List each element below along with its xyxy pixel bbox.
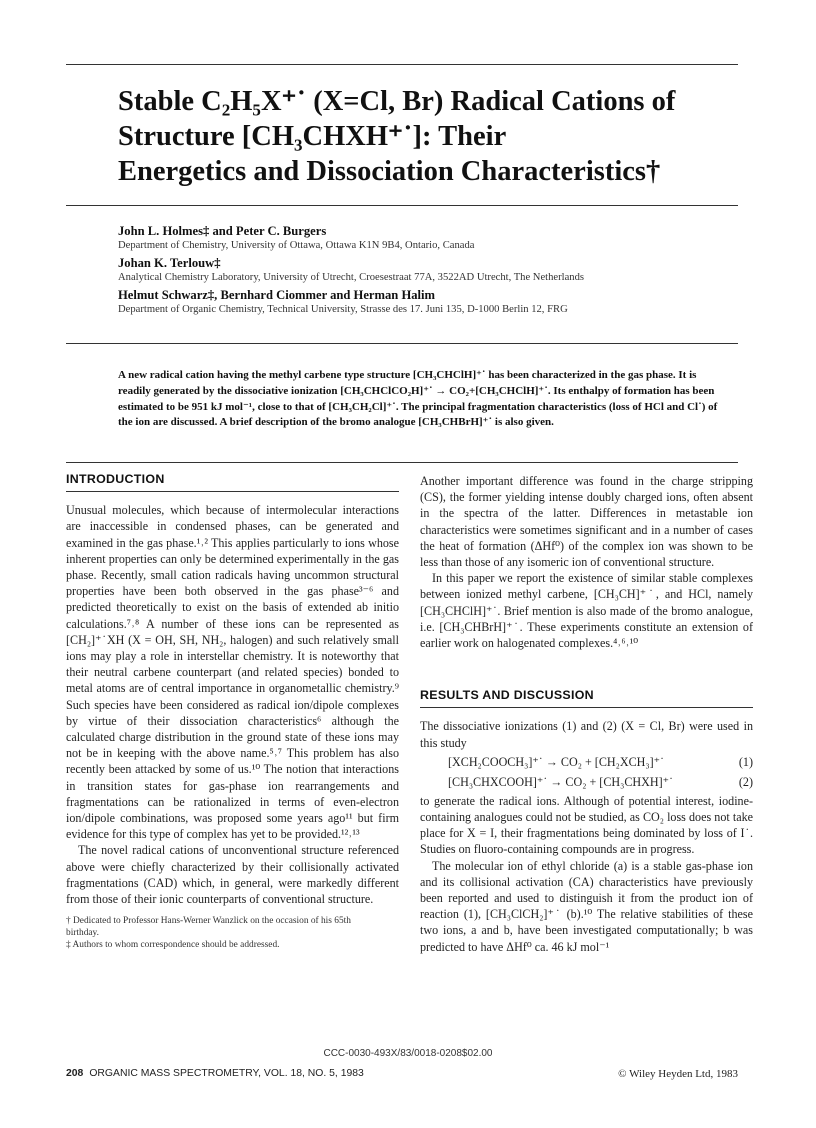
copyright: © Wiley Heyden Ltd, 1983 — [618, 1068, 738, 1080]
right-column — [420, 473, 753, 955]
footnote-correspondence: ‡ Authors to whom correspondence should be addressed. — [66, 940, 280, 951]
author-names: John L. Holmes‡ and Peter C. Burgers — [118, 224, 327, 238]
paragraph: In this paper we report the existence of similar stable complexes between ionized methyl carbene, [CH₃CH]⁺˙, and HCl, namely [CH₃CHClH]⁺˙. Brief mention is also made of the bromo analogue, i.e. [CH₃CHBrH]⁺˙. These experiments constitute an extension of earlier work on halogenated complexes.⁴˒⁶˒¹⁰ — [420, 571, 753, 651]
author-block — [118, 224, 738, 320]
author-affiliation: Department of Chemistry, University of Ottawa, Ottawa K1N 9B4, Ontario, Canada — [118, 239, 475, 251]
footer-left — [66, 1068, 364, 1079]
equation-number: (2) — [738, 774, 753, 789]
paragraph: The dissociative ionizations (1) and (2) (X = Cl, Br) were used in this study — [420, 719, 753, 750]
title-line-1: Stable C₂H₅X⁺˙ (X=Cl, Br) Radical Cations of — [118, 86, 676, 117]
paragraph: The molecular ion of ethyl chloride (a) is a stable gas-phase ion and its collisional activation (CA) characteristics have previously been reported and used to distinguish it from the product ion of reaction (1), [CH₃ClCH₂]⁺˙ (b).¹⁰ The relative stabilities of these two ions, a and b, have been investigated computationally; b was predicted to have ΔHf⁰ ca. 46 kJ mol⁻¹ — [420, 858, 753, 954]
equation-number: (1) — [738, 754, 753, 769]
title-line-2: Structure [CH₃CHXH⁺˙]: Their — [118, 121, 507, 152]
section-heading-introduction: INTRODUCTION — [66, 471, 399, 492]
footnotes — [66, 915, 356, 951]
section-heading-results: RESULTS AND DISCUSSION — [420, 687, 753, 708]
abstract: A new radical cation having the methyl carbene type structure [CH₃CHClH]⁺˙ has been characterized in the gas phase. It is readily generated by the dissociative ionization [CH₃CHClCO₂H]⁺˙ → CO₂+[CH₃CHClH]⁺˙. Its enthalpy of formation has been estimated to be 951 kJ mol⁻¹, close to that of [CH₃CH₂Cl]⁺˙. The principal fragmentation characteristics (loss of HCl and Cl˙) of the ion are discussed. A brief description of the bromo analogue [CH₃CHBrH]⁺˙ is also given. — [118, 369, 718, 429]
paragraph: to generate the radical ions. Although of potential interest, iodine-containing analogues could not be studied, as CO₂ loss does not take place for X = I, their fragmentations being dominated by loss of I˙. Studies on fluoro-containing compounds are in progress. — [420, 793, 753, 857]
author-affiliation: Analytical Chemistry Laboratory, University of Utrecht, Croesestraat 77A, 3522AD Utrecht, The Netherlands — [118, 271, 584, 283]
equation-2 — [420, 773, 753, 791]
title-rule — [66, 205, 738, 206]
footnote-dedication: † Dedicated to Professor Hans-Werner Wanzlick on the occasion of his 65th birthday. — [66, 916, 351, 939]
equation-1 — [420, 753, 753, 771]
top-rule — [66, 64, 738, 65]
title-line-3: Energetics and Dissociation Characteristics† — [118, 156, 661, 187]
author-names: Johan K. Terlouw‡ — [118, 256, 221, 270]
page-number: 208 — [66, 1068, 84, 1079]
paragraph: The novel radical cations of unconventional structure referenced above were chiefly characterized by their collisionally activated fragmentations (CAD) which, in general, were markedly different from those of their ionic counterparts of conventional structure. — [66, 843, 399, 907]
journal-name: ORGANIC MASS SPECTROMETRY, VOL. 18, NO. 5, 1983 — [89, 1068, 364, 1079]
abstract-rule — [66, 462, 738, 463]
author-names: Helmut Schwarz‡, Bernhard Ciommer and Herman Halim — [118, 288, 436, 302]
author-affiliation: Department of Organic Chemistry, Technical University, Strasse des 17. Juni 135, D-1000 Berlin 12, FRG — [118, 303, 568, 315]
doi-code: CCC-0030-493X/83/0018-0208$02.00 — [323, 1048, 493, 1059]
authors-rule — [66, 343, 738, 344]
left-column — [66, 471, 399, 951]
paragraph: Another important difference was found in the charge stripping (CS), the former yielding intense doubly charged ions, often absent in the spectra of the latter. Differences in metastable ion characteristics were sometimes significant and in a number of cases the heat of formation (ΔHf⁰) of the complex ion was shown to be less than those of any isomeric ion of conventional structure. — [420, 474, 753, 570]
paragraph: Unusual molecules, which because of intermolecular interactions are inaccessible in condensed phases, can be generated and examined in the gas phase.¹˒² This applies particularly to ions whose inherent properties can only be determined experimentally in the gas phase. Recently, small cation radicals having uncommon structural properties have been both observed in the gas phase³⁻⁶ and predicted theoretically to exist on the basis of extended ab initio calculations.⁷˒⁸ A number of these ions can be represented as [CH₂]⁺˙XH (X = OH, SH, NH₂, halogen) and such relatively small ions may play a role in interstellar chemistry. It is noteworthy that their neutral carbene counterpart (and related species) bonded to metal atoms are of central importance in organometallic chemistry.⁹ Such species have been considered as radical ion/dipole complexes by virtue of their dissociation characteristics⁶ although the calculated charge distribution in the ground state of these ions may not be in keeping with the above name.⁵˒⁷ This problem has also recently been attacked by some of us.¹⁰ The notion that interactions in transition states for gas-phase ion rearrangements and fragmentations can be rationalized in terms of even-electron ion/dipole combinations, was proposed some years ago¹¹ but firm evidence for this type of complex has yet to be provided.¹²˒¹³ — [66, 503, 399, 842]
article-title — [118, 84, 738, 189]
equation-body: [CH₃CHXCOOH]⁺˙ → CO₂ + [CH₃CHXH]⁺˙ — [448, 774, 674, 789]
equation-body: [XCH₂COOCH₃]⁺˙ → CO₂ + [CH₂XCH₃]⁺˙ — [448, 754, 665, 769]
page-footer — [66, 1064, 738, 1084]
